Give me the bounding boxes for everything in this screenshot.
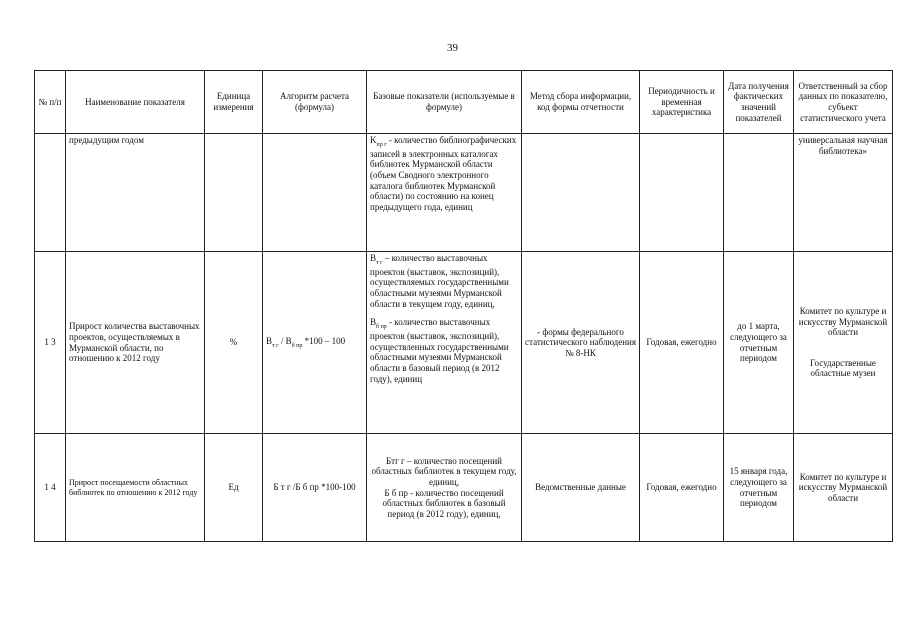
- row-name: Прирост количества выставочных проектов, осуществляемых в Мурманской области, по отношению к 2012 году: [66, 252, 205, 434]
- responsible-secondary: Государственные областные музеи: [810, 357, 876, 379]
- row-period: Годовая, ежегодно: [640, 252, 724, 434]
- alg-tail: *100 – 100: [302, 335, 346, 346]
- spacer: [797, 338, 889, 358]
- row-unit: Ед: [205, 434, 263, 542]
- header-date: Дата получения фактических значений показателей: [724, 71, 794, 134]
- alg-symbol-sub: б пр: [291, 342, 303, 349]
- responsible-primary: Комитет по культуре и искусству Мурманской области: [798, 305, 888, 338]
- row-responsible: универсальная научная библиотека»: [794, 134, 893, 252]
- row-algorithm: [263, 134, 367, 252]
- header-algorithm: Алгоритм расчета (формула): [263, 71, 367, 134]
- row-base: [367, 134, 522, 252]
- table-row: [35, 134, 893, 252]
- row-date: 15 января года, следующего за отчетным периодом: [724, 434, 794, 542]
- base-symbol: В: [370, 317, 377, 328]
- row-algorithm: Б т г /Б б пр *100-100: [263, 434, 367, 542]
- row-method: Ведомственные данные: [522, 434, 640, 542]
- base-item: [370, 317, 518, 384]
- row-period: Годовая, ежегодно: [640, 434, 724, 542]
- row-method: [522, 134, 640, 252]
- row-base: [367, 252, 522, 434]
- alg-symbol: В: [266, 335, 273, 346]
- row-num: 1 4: [35, 434, 66, 542]
- base-symbol: K: [370, 135, 377, 145]
- row-num: 1 3: [35, 252, 66, 434]
- row-period: [640, 134, 724, 252]
- header-unit: Единица измерения: [205, 71, 263, 134]
- base-description: - количество выставочных проектов (выставок, экспозиций), осуществленных государственными областными музеями Мурманской области в базовый период (в 2012 году), единиц: [370, 317, 509, 384]
- row-responsible: Комитет по культуре и искусству Мурманской области: [794, 434, 893, 542]
- row-unit: [205, 134, 263, 252]
- row-num: [35, 134, 66, 252]
- header-method: Метод сбора информации, код формы отчетности: [522, 71, 640, 134]
- row-date: до 1 марта, следующего за отчетным периодом: [724, 252, 794, 434]
- row-unit: %: [205, 252, 263, 434]
- row-name: предыдущим годом: [66, 134, 205, 252]
- header-base: Базовые показатели (используемые в формуле): [367, 71, 522, 134]
- header-responsible: Ответственный за сбор данных по показателю, субъект статистического учета: [794, 71, 893, 134]
- base-symbol-sub: т г: [376, 259, 383, 266]
- header-name: Наименование показателя: [66, 71, 205, 134]
- alg-operator: / В: [278, 335, 292, 346]
- base-description: - количество библиографических записей в электронных каталогах библиотек Мурманской области (объем Сводного электронного каталога библиотек Мурманской области) по состоянию на конец предыдущего года, единиц: [370, 135, 517, 212]
- row-date: [724, 134, 794, 252]
- header-period: Периодичность и временная характеристика: [640, 71, 724, 134]
- base-item: Бтг г – количество посещений областных библиотек в текущем году, единиц,: [371, 455, 517, 487]
- base-item: [370, 253, 518, 309]
- table-row: [35, 434, 893, 542]
- table-row: [35, 252, 893, 434]
- base-symbol-sub: пр г: [376, 141, 387, 148]
- indicators-table: [34, 70, 893, 542]
- row-algorithm: [263, 252, 367, 434]
- base-symbol: В: [370, 253, 377, 263]
- alg-symbol-sub: т г: [272, 342, 279, 349]
- spacer: [370, 309, 518, 317]
- header-row: [35, 71, 893, 134]
- row-responsible: [794, 252, 893, 434]
- base-item: Б б пр - количество посещений областных библиотек в базовый период (в 2012 году), единиц,: [382, 487, 506, 519]
- row-method: - формы федерального статистического наблюдения № 8-НК: [522, 252, 640, 434]
- base-description: – количество выставочных проектов (выставок, экспозиций), осуществляемых государственными областными музеями Мурманской области в текущем году, единиц,: [370, 253, 509, 309]
- header-num: № п/п: [35, 71, 66, 134]
- row-base: [367, 434, 522, 542]
- page-number: 39: [447, 42, 458, 54]
- row-name: Прирост посещаемости областных библиотек по отношению к 2012 году: [66, 434, 205, 542]
- base-symbol-sub: б пр: [376, 324, 387, 331]
